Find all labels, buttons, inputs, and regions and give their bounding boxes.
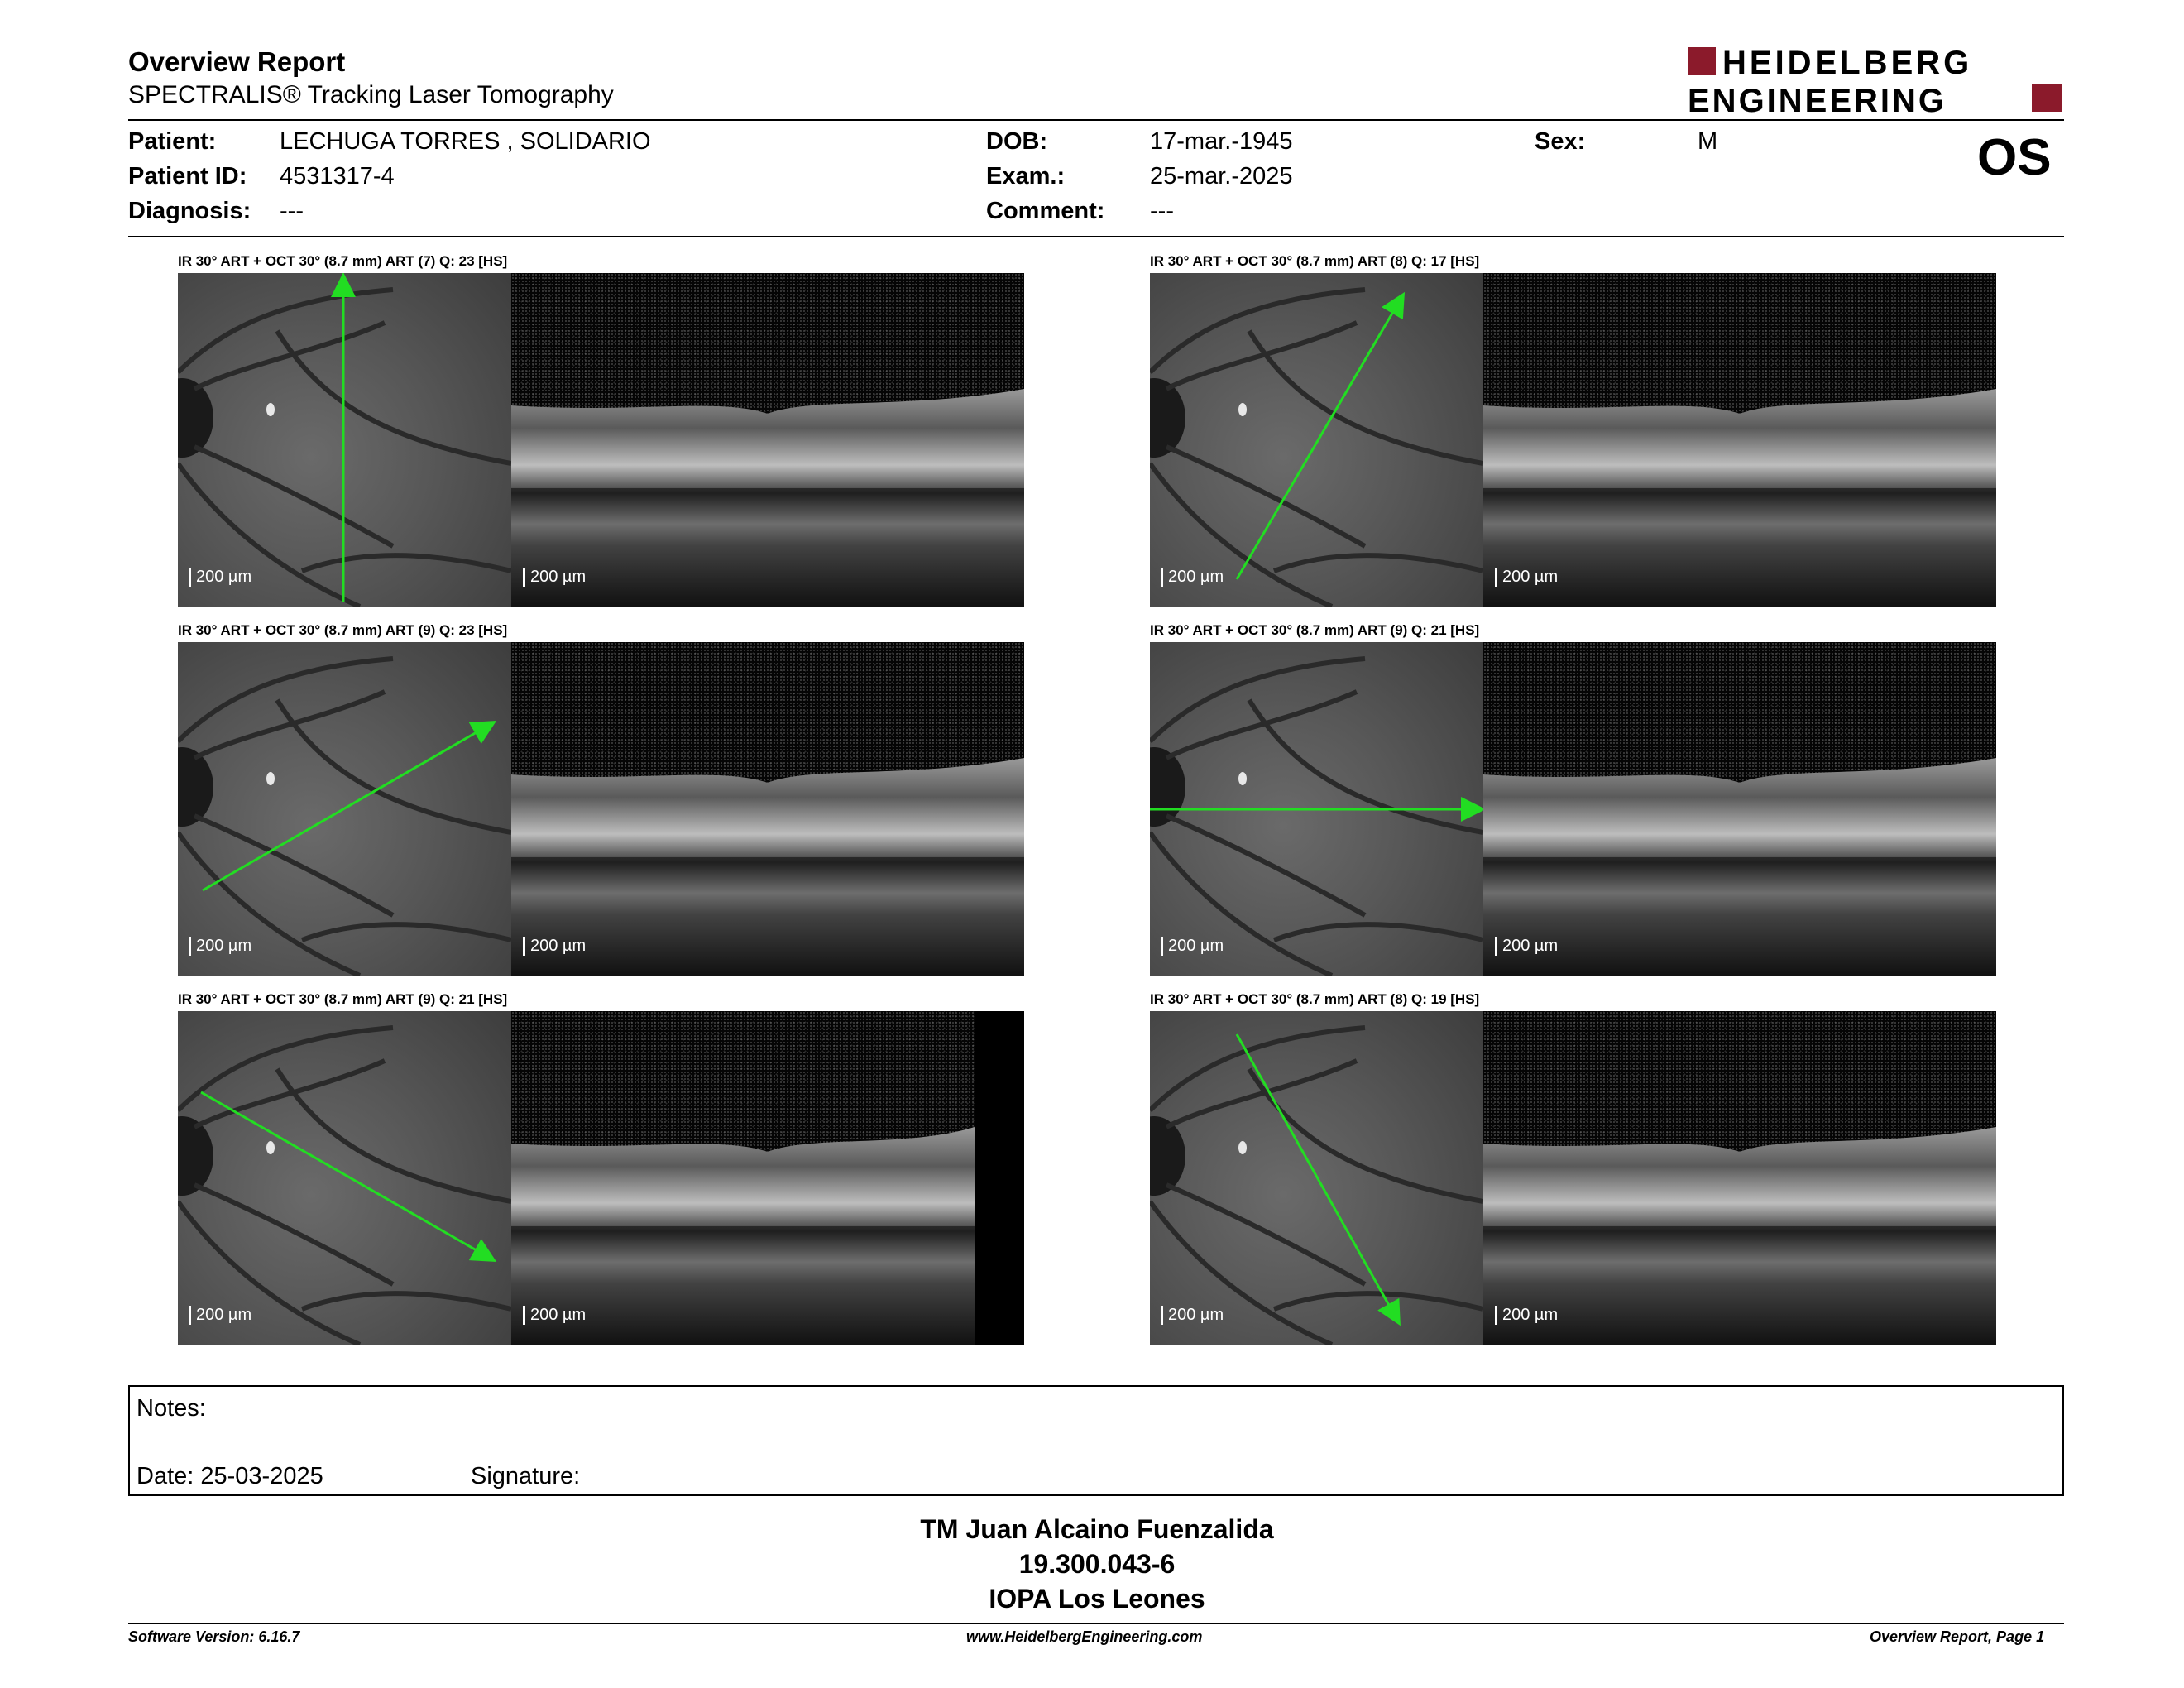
logo-line2: ENGINEERING: [1688, 83, 1947, 116]
diagnosis-value: ---: [280, 198, 304, 224]
header-divider: [128, 119, 2064, 121]
oct-scale-bar: 200 µm: [1495, 937, 1558, 956]
retinal-vessel: [194, 1061, 385, 1127]
retinal-vessel: [194, 816, 393, 915]
footer-divider: [128, 1623, 2064, 1624]
report-title: Overview Report: [128, 46, 346, 77]
oct-scale-bar: 200 µm: [1495, 1306, 1558, 1325]
retinal-vessel: [1166, 816, 1365, 915]
website-link[interactable]: www.HeidelbergEngineering.com: [966, 1628, 1203, 1645]
fundus-scale-bar: 200 µm: [1161, 937, 1224, 956]
retinal-vessel: [1166, 1061, 1357, 1127]
report-subtitle: SPECTRALIS® Tracking Laser Tomography: [128, 81, 614, 108]
fundus-image: [1150, 1011, 1483, 1345]
fundus-scale-bar: 200 µm: [1161, 1306, 1224, 1325]
oct-scale-bar: 200 µm: [523, 1306, 586, 1325]
bright-spot: [1238, 1141, 1247, 1154]
choroid-shadow: [1483, 857, 1996, 976]
patient-id-label: Patient ID:: [128, 163, 247, 189]
comment-label: Comment:: [986, 198, 1105, 224]
scan-header: IR 30° ART + OCT 30° (8.7 mm) ART (9) Q: 23 [HS]: [178, 622, 508, 638]
oct-bscan: [1483, 273, 1996, 607]
fundus-image: [178, 1011, 511, 1345]
retinal-vessel: [302, 924, 511, 940]
bright-spot: [1238, 403, 1247, 416]
scan-header: IR 30° ART + OCT 30° (8.7 mm) ART (8) Q: 19 [HS]: [1150, 991, 1480, 1007]
scan-header: IR 30° ART + OCT 30° (8.7 mm) ART (8) Q: 17 [HS]: [1150, 253, 1480, 269]
retinal-vessel: [1166, 1185, 1365, 1284]
sex-label: Sex:: [1535, 128, 1586, 155]
oct-bscan: [511, 642, 1024, 976]
retinal-vessel: [194, 1185, 393, 1284]
retinal-vessel: [1274, 555, 1483, 571]
signatory-name: TM Juan Alcaino Fuenzalida: [920, 1514, 1274, 1544]
fundus-image: [1150, 273, 1483, 607]
scan-header: IR 30° ART + OCT 30° (8.7 mm) ART (9) Q: 21 [HS]: [1150, 622, 1480, 638]
patient-divider: [128, 236, 2064, 237]
oct-scale-bar: 200 µm: [523, 568, 586, 587]
comment-value: ---: [1150, 198, 1174, 224]
oct-scale-bar: 200 µm: [523, 937, 586, 956]
signatory-institution: IOPA Los Leones: [989, 1584, 1205, 1614]
dob-label: DOB:: [986, 128, 1048, 155]
dob-value: 17-mar.-1945: [1150, 128, 1293, 155]
software-version: Software Version: 6.16.7: [128, 1628, 300, 1645]
fundus-scale-bar: 200 µm: [189, 568, 251, 587]
oct-bscan: [511, 1011, 1024, 1345]
diagnosis-label: Diagnosis:: [128, 198, 251, 224]
exam-value: 25-mar.-2025: [1150, 163, 1293, 189]
signatory-id: 19.300.043-6: [1018, 1549, 1176, 1579]
oct-bscan: [511, 273, 1024, 607]
fundus-image: [1150, 642, 1483, 976]
notes-date: Date: 25-03-2025: [136, 1463, 323, 1489]
fundus-scale-bar: 200 µm: [189, 937, 251, 956]
retinal-vessel: [1274, 1293, 1483, 1309]
patient-label: Patient:: [128, 128, 217, 155]
fundus-scale-bar: 200 µm: [189, 1306, 251, 1325]
notes-box: [128, 1385, 2064, 1496]
notes-label: Notes:: [136, 1395, 206, 1422]
scan-header: IR 30° ART + OCT 30° (8.7 mm) ART (7) Q: 23 [HS]: [178, 253, 508, 269]
heidelberg-logo: [1688, 46, 2064, 116]
scan-header: IR 30° ART + OCT 30° (8.7 mm) ART (9) Q: 21 [HS]: [178, 991, 508, 1007]
oct-bscan: [1483, 1011, 1996, 1345]
retinal-vessel: [194, 692, 385, 758]
scan-line-arrow: [201, 1092, 492, 1259]
choroid-shadow: [511, 1226, 975, 1345]
retinal-vessel: [302, 1293, 511, 1309]
choroid-shadow: [1483, 488, 1996, 607]
retinal-vessel: [194, 447, 393, 546]
fundus-image: [178, 273, 511, 607]
choroid-shadow: [1483, 1226, 1996, 1345]
signature-label: Signature:: [471, 1463, 581, 1489]
fundus-scale-bar: 200 µm: [1161, 568, 1224, 587]
retinal-vessel: [194, 323, 385, 389]
logo-square-top: [1688, 47, 1716, 75]
fundus-image: [178, 642, 511, 976]
oct-mask: [975, 1011, 1024, 1345]
logo-square-bottom: [2032, 84, 2062, 112]
scan-line-arrow: [203, 723, 492, 890]
bright-spot: [266, 772, 275, 785]
bright-spot: [1238, 772, 1247, 785]
patient-name: LECHUGA TORRES , SOLIDARIO: [280, 128, 651, 155]
retinal-vessel: [1166, 692, 1357, 758]
exam-label: Exam.:: [986, 163, 1066, 189]
bright-spot: [266, 1141, 275, 1154]
sex-value: M: [1698, 128, 1718, 155]
choroid-shadow: [511, 488, 1024, 607]
choroid-shadow: [511, 857, 1024, 976]
retinal-vessel: [1166, 323, 1357, 389]
page-indicator: Overview Report, Page 1: [1870, 1628, 2045, 1645]
eye-label: OS: [1977, 129, 2052, 186]
retinal-vessel: [1274, 924, 1483, 940]
patient-id: 4531317-4: [280, 163, 395, 189]
logo-line1: HEIDELBERG: [1722, 46, 1973, 81]
oct-bscan: [1483, 642, 1996, 976]
retinal-vessel: [302, 555, 511, 571]
oct-scale-bar: 200 µm: [1495, 568, 1558, 587]
bright-spot: [266, 403, 275, 416]
